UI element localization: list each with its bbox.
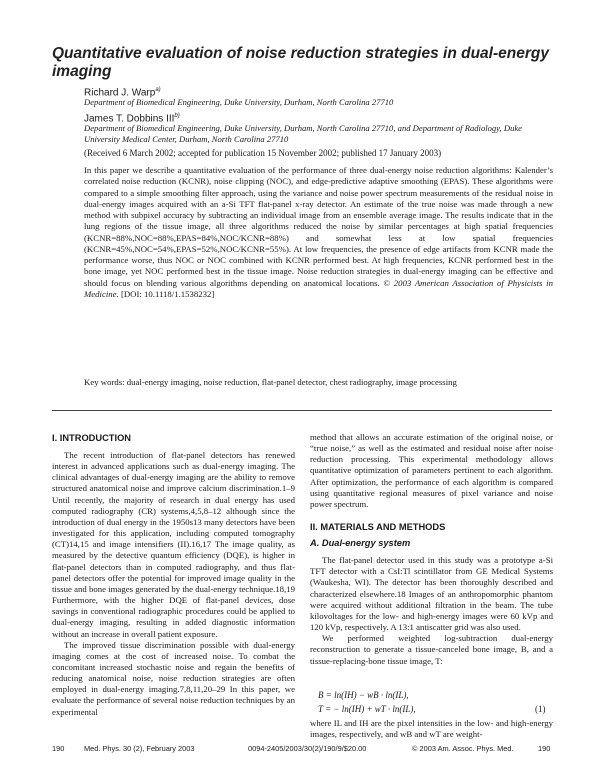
intro-paragraph-2: The improved tissue discrimination possible with dual-energy imaging comes at the cost of increased noise. To combat the concomitant increased stochastic noise and regain the benefits of reducing anatomical noise, noise reduction strategies are often employed in dual-energy imaging.7,8,11,20–29 In this paper, we evaluate the performance of several noise reduction techniques by an experimental xyxy=(52,639,295,717)
author-name: James T. Dobbins III xyxy=(84,113,175,125)
paper-title: Quantitative evaluation of noise reduction strategies in dual-energy imaging xyxy=(52,45,549,80)
author-footnote-mark: a) xyxy=(155,87,161,93)
footer-page-number-right: 190 xyxy=(538,744,551,753)
keywords-list: dual-energy imaging, noise reduction, flat-panel detector, chest radiography, image processing xyxy=(126,377,457,387)
equation-t: T = − ln(IH) + wT · ln(IL), xyxy=(318,704,416,714)
received-dates: (Received 6 March 2002; accepted for publication 15 November 2002; published 17 January 2003) xyxy=(84,148,442,158)
equation-number: (1) xyxy=(535,704,546,714)
continued-paragraph: method that allows an accurate estimation of the original noise, or “true noise,” as well as the estimated and residual noise after noise reduction processing. This experimental methodology allows quantitative optimization of parameters pertinent to each algorithm. After optimization, the performance of each algorithm is compared using quantitative regional measures of pixel variance and noise power spectrum. xyxy=(310,432,553,509)
methods-paragraph-2: We performed weighted log-subtraction dual-energy reconstruction to generate a tissue-canceled bone image, B, and a tissue-replacing-bone tissue image, T: xyxy=(310,633,553,666)
author-2-affiliation: Department of Biomedical Engineering, Duke University, Durham, North Carolina 27710, and Department of Radiology, Duke University Medical Center, Durham, North Carolina 27710 xyxy=(84,123,522,144)
equation-b: B = ln(IH) − wB · ln(IL), xyxy=(318,690,409,700)
methods-paragraph-3: where IL and IH are the pixel intensities in the low- and high-energy images, respectively, and wB and wT are weight- xyxy=(310,718,553,740)
section-heading-introduction: I. INTRODUCTION xyxy=(52,433,132,443)
copyright-line: © 2003 American Association of Physicists in Medicine. xyxy=(84,277,553,299)
footer-issn: 0094-2405/2003/30(2)/190/9/$20.00 xyxy=(248,744,367,753)
section-heading-methods: II. MATERIALS AND METHODS xyxy=(310,522,446,533)
author-footnote-mark: b) xyxy=(174,113,180,119)
column-right xyxy=(310,432,553,667)
keywords-label: Key words: xyxy=(84,377,125,387)
methods-paragraph-3-wrap xyxy=(310,718,553,740)
footer-publisher: © 2003 Am. Assoc. Phys. Med. xyxy=(412,744,514,753)
footer-page-number-left: 190 xyxy=(52,744,65,753)
author-name: Richard J. Warp xyxy=(84,87,156,99)
column-left xyxy=(52,433,295,718)
abstract xyxy=(84,165,553,300)
methods-paragraph-1: The flat-panel detector used in this study was a prototype a-Si TFT detector with a CsI:Tl scintillator from GE Medical Systems (Waukesha, WI). The detector has been thoroughly described and characterized elsewhere.18 Images of an anthropomorphic phantom were acquired without additional filtration in the beam. The tube kilovoltages for the low- and high-energy images were 60 kVp and 120 kVp, respectively. A 13:1 antiscatter grid was also used. xyxy=(310,555,553,633)
subsection-heading-dual-energy: A. Dual-energy system xyxy=(310,538,411,549)
intro-paragraph-1: The recent introduction of flat-panel detectors has renewed interest in advanced applications such as dual-energy imaging. The clinical advantages of dual-energy imaging are the ability to remove structured anatomical noise and improve calcium discrimination.1–9 Until recently, the majority of research in dual energy has used computed radiography (CR) systems,4,5,8–12 although since the introduction of dual energy in the 1950s13 many detectors have been investigated for this application, including computed tomography (CT)14,15 and image intensifiers (II).16,17 The image quality, as measured by the detective quantum efficiency (DQE), is higher in flat-panel detectors than in computed radiography, and thus flat-panel detectors offer the potential for improved image quality in the tissue and bone images generated by the dual-energy technique.18,19 Furthermore, with the higher DQE of flat-panel devices, dose savings in conventional radiographic procedures could be applied to dual-energy imaging, resulting in added diagnostic information without an increase in overall patient exposure. xyxy=(52,450,295,639)
footer-journal: Med. Phys. 30 (2), February 2003 xyxy=(84,744,195,753)
abstract-text: In this paper we describe a quantitative evaluation of the performance of three dual-energy noise reduction algorithms: Kalender’s correlated noise reduction (KCNR), noise clipping (NOC), and edge-predictive adaptive smoothing (EPAS). These algorithms were compared to a simple smoothing filter approach, using the variance and noise power spectrum measurements of the residual noise in dual-energy images acquired with an a-Si TFT flat-panel x-ray detector. An estimate of the true noise was made through a new method with subpixel accuracy by subtracting an individual image from an ensemble average image. The results indicate that in the lung regions of the tissue image, all three algorithms reduced the noise by similar percentages at high spatial frequencies (KCNR=88%,NOC=88%,EPAS=84%,NOC/KCNR=88%) and somewhat less at low spatial frequencies (KCNR=45%,NOC=54%,EPAS=52%,NOC/KCNR=55%). At low frequencies, the presence of edge artifacts from KCNR made the performance worse, thus NOC or NOC combined with KCNR performed best. At high frequencies, KCNR performed best in the bone image, yet NOC performed best in the tissue image. Noise reduction strategies in dual-energy imaging can be effective and should focus on blending various algorithms depending on anatomical locations. xyxy=(84,165,553,288)
doi-link[interactable]: [DOI: 10.1118/1.1538232] xyxy=(120,288,215,299)
section-divider xyxy=(52,410,552,411)
author-1-affiliation: Department of Biomedical Engineering, Duke University, Durham, North Carolina 27710 xyxy=(84,97,394,107)
keywords xyxy=(84,377,553,388)
